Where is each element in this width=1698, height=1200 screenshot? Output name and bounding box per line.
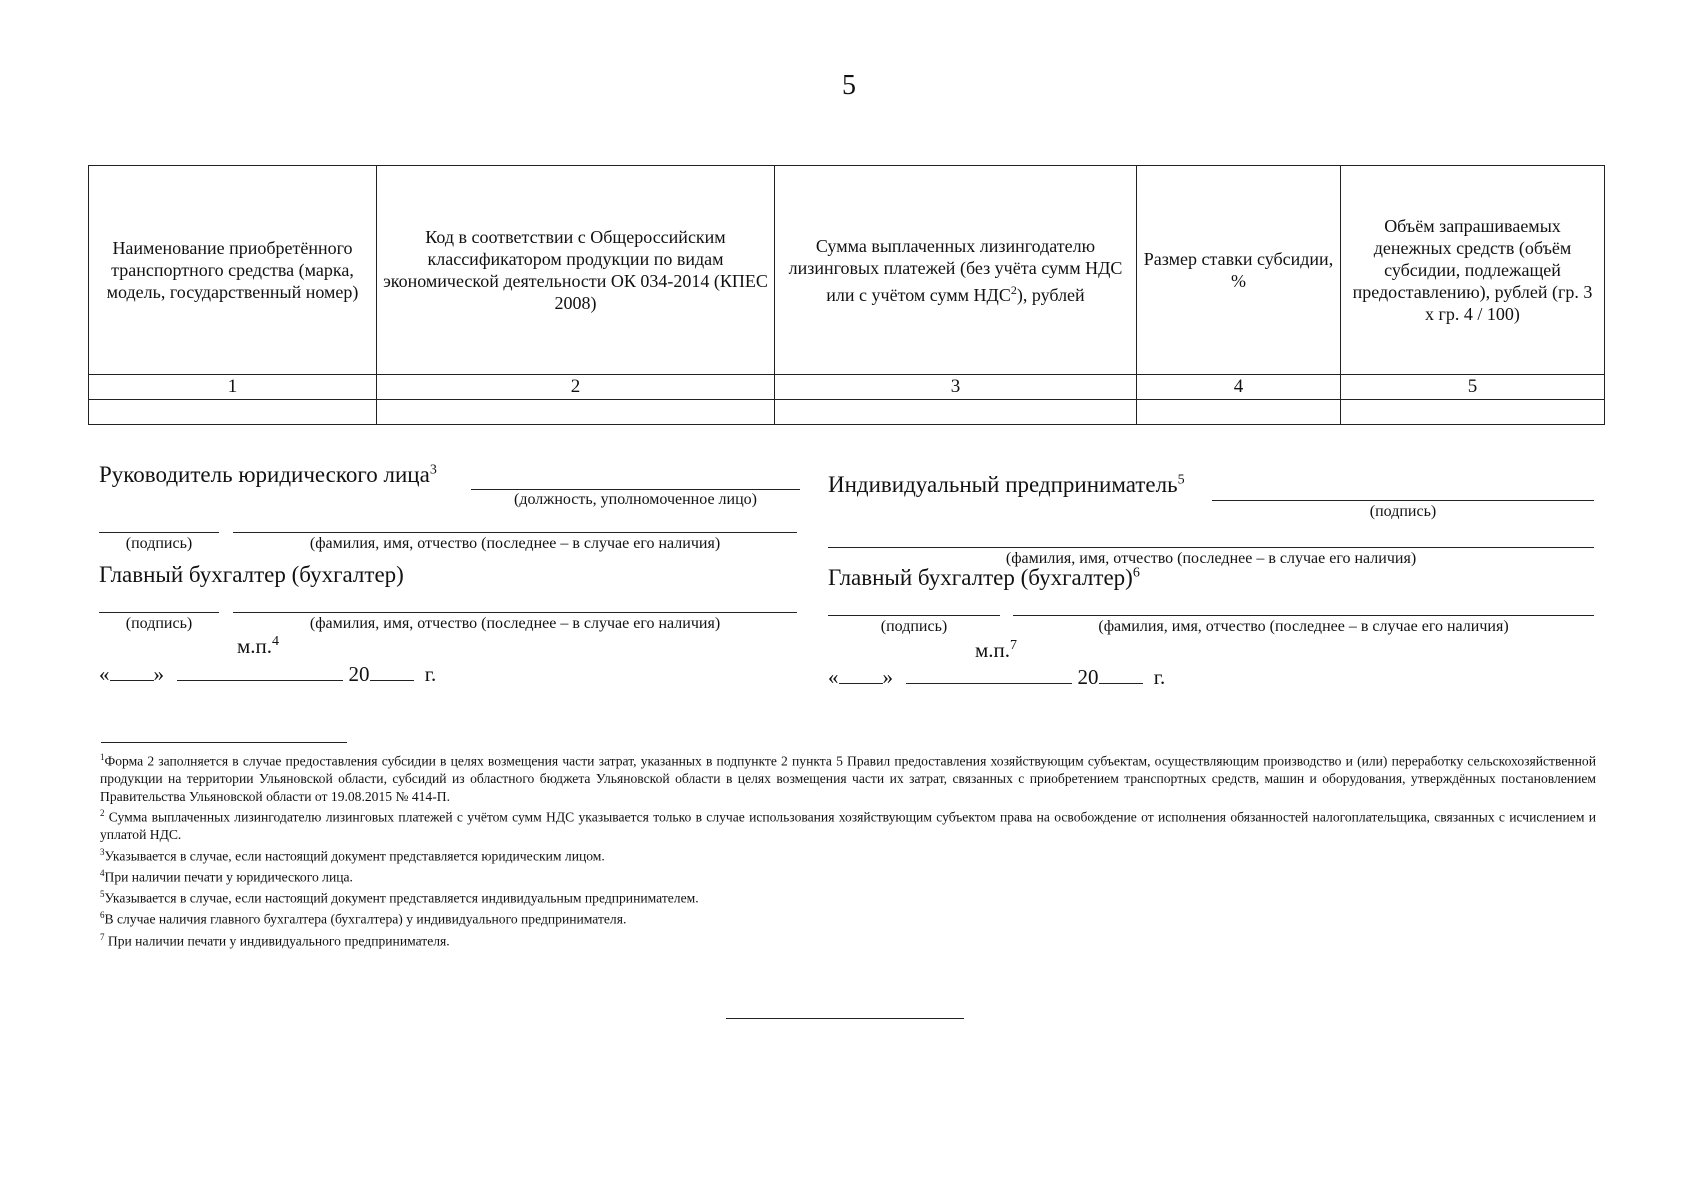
footnote-mark: 4 (100, 868, 105, 879)
footnote-mark: 2 (100, 808, 105, 819)
header-leasing-sum-tail: ), рублей (1016, 284, 1085, 305)
footnote-mark: 5 (100, 889, 105, 900)
footnote-text: При наличии печати у юридического лица. (104, 869, 353, 885)
column-number: 4 (1137, 375, 1341, 400)
footnote-2 (100, 805, 1596, 844)
chief-accountant-label (828, 565, 1140, 591)
month-blank[interactable] (906, 667, 1072, 684)
head-of-legal-entity-label (99, 462, 437, 488)
stamp-place-text: м.п. (975, 638, 1011, 662)
stamp-place-label (975, 638, 1017, 663)
day-blank[interactable] (839, 667, 883, 684)
empty-cell[interactable] (377, 400, 775, 425)
table-header-row (89, 166, 1605, 375)
footnotes (100, 749, 1596, 950)
chief-accountant-text: Главный бухгалтер (бухгалтер) (828, 565, 1133, 590)
fio-caption: (фамилия, имя, отчество (последнее – в случае его наличия) (1098, 618, 1509, 635)
column-number: 5 (1341, 375, 1605, 400)
footnote-ref: 5 (1177, 472, 1185, 488)
individual-entrepreneur-label (828, 472, 1185, 498)
date-open-quote: « (828, 665, 839, 689)
position-line[interactable] (471, 489, 800, 490)
column-number: 3 (775, 375, 1137, 400)
year-blank[interactable] (1099, 667, 1143, 684)
footnote-ref: 7 (1010, 638, 1018, 653)
signature-line[interactable] (99, 612, 219, 613)
footnote-7 (100, 929, 1596, 950)
year-blank[interactable] (370, 664, 414, 681)
month-blank[interactable] (177, 664, 343, 681)
footnote-text: При наличии печати у индивидуального предпринимателя. (104, 933, 450, 949)
chief-accountant-label: Главный бухгалтер (бухгалтер) (99, 562, 404, 587)
fio-line[interactable] (233, 532, 797, 533)
empty-cell[interactable] (1341, 400, 1605, 425)
fio-caption: (фамилия, имя, отчество (последнее – в случае его наличия) (1005, 550, 1417, 567)
date-open-quote: « (99, 662, 110, 686)
footnote-mark: 6 (100, 910, 105, 921)
head-of-legal-entity-text: Руководитель юридического лица (99, 462, 430, 487)
footnote-5 (100, 886, 1596, 907)
footnote-text: Сумма выплаченных лизингодателю лизинговых платежей с учётом сумм НДС указывается только в случае использования хозяйствующим субъектом права на освобождение от исполнения обязанностей налогоплательщика, связанных с исчислением и уплатой НДС. (100, 809, 1596, 843)
footnote-4 (100, 865, 1596, 886)
empty-cell[interactable] (1137, 400, 1341, 425)
footnote-mark: 1 (100, 752, 105, 762)
year-suffix: г. (424, 662, 437, 686)
header-leasing-sum-sup: 2 (1010, 282, 1017, 297)
signature-line[interactable] (1212, 500, 1594, 501)
subsidy-table (88, 165, 1605, 425)
signature-line[interactable] (99, 532, 219, 533)
fio-line[interactable] (828, 547, 1594, 548)
empty-cell[interactable] (775, 400, 1137, 425)
date-close-quote: » (882, 665, 893, 689)
empty-data-row (89, 400, 1605, 425)
footnote-text: В случае наличия главного бухгалтера (бухгалтера) у индивидуального предпринимателя. (104, 911, 627, 927)
fio-line[interactable] (1013, 615, 1594, 616)
header-subsidy-volume: Объём запрашиваемых денежных средств (объём субсидии, подлежащей предоставлению), рублей (гр. 3 х гр. 4 / 100) (1341, 166, 1605, 375)
fio-caption: (фамилия, имя, отчество (последнее – в случае его наличия) (309, 615, 721, 632)
stamp-place-label (237, 634, 279, 659)
empty-cell[interactable] (89, 400, 377, 425)
footnote-ref: 4 (272, 634, 280, 649)
footnote-mark: 3 (100, 847, 105, 858)
footnote-ref: 6 (1132, 565, 1140, 581)
header-leasing-sum-text: Сумма выплаченных лизингодателю лизинговых платежей (без учёта сумм НДС или с учётом сумм НДС (788, 235, 1123, 305)
column-number: 1 (89, 375, 377, 400)
end-of-document-rule (726, 1018, 964, 1019)
footnote-separator (101, 742, 347, 743)
header-vehicle-name: Наименование приобретённого транспортного средства (марка, модель, государственный номер) (89, 166, 377, 375)
header-leasing-sum (775, 166, 1137, 375)
signature-caption: (подпись) (1369, 503, 1437, 520)
signature-caption: (подпись) (880, 618, 948, 635)
year-prefix: 20 (1077, 665, 1099, 689)
signature-caption: (подпись) (125, 615, 193, 632)
page-number: 5 (842, 70, 856, 101)
footnote-1 (100, 749, 1596, 805)
fio-line[interactable] (233, 612, 797, 613)
signature-caption: (подпись) (125, 535, 193, 552)
position-caption: (должность, уполномоченное лицо) (514, 491, 757, 508)
footnote-text: Указывается в случае, если настоящий документ представляется индивидуальным предпринимателем. (104, 890, 699, 906)
header-subsidy-rate: Размер ставки субсидии, % (1137, 166, 1341, 375)
footnote-mark: 7 (100, 931, 105, 942)
column-number: 2 (377, 375, 775, 400)
footnote-3 (100, 844, 1596, 865)
date-close-quote: » (153, 662, 164, 686)
date-field[interactable] (828, 665, 1165, 690)
footnote-text: Указывается в случае, если настоящий документ представляется юридическим лицом. (104, 848, 605, 864)
column-numbers-row (89, 375, 1605, 400)
individual-entrepreneur-text: Индивидуальный предприниматель (828, 472, 1178, 497)
date-field[interactable] (99, 662, 436, 687)
footnote-6 (100, 907, 1596, 928)
footnote-text: Форма 2 заполняется в случае предоставления субсидии в целях возмещения части затрат, указанных в подпункте 2 пункта 5 Правил предоставления хозяйствующим субъектам, осуществляющим производство и (или) переработку сельскохозяйственной продукции на территории Ульяновской области, субсидий из областного бюджета Ульяновской области в целях возмещения части их затрат, связанных с приобретением транспортных средств, машин и оборудования, утверждённых постановлением Правительства Ульяновской области от 19.08.2015 № 414-П. (100, 753, 1596, 804)
header-okpd-code: Код в соответствии с Общероссийским классификатором продукции по видам экономической деятельности ОК 034-2014 (КПЕС 2008) (377, 166, 775, 375)
footnote-ref: 3 (429, 462, 437, 478)
day-blank[interactable] (110, 664, 154, 681)
year-suffix: г. (1153, 665, 1166, 689)
year-prefix: 20 (348, 662, 370, 686)
signature-line[interactable] (828, 615, 1000, 616)
fio-caption: (фамилия, имя, отчество (последнее – в случае его наличия) (309, 535, 721, 552)
stamp-place-text: м.п. (237, 634, 273, 658)
